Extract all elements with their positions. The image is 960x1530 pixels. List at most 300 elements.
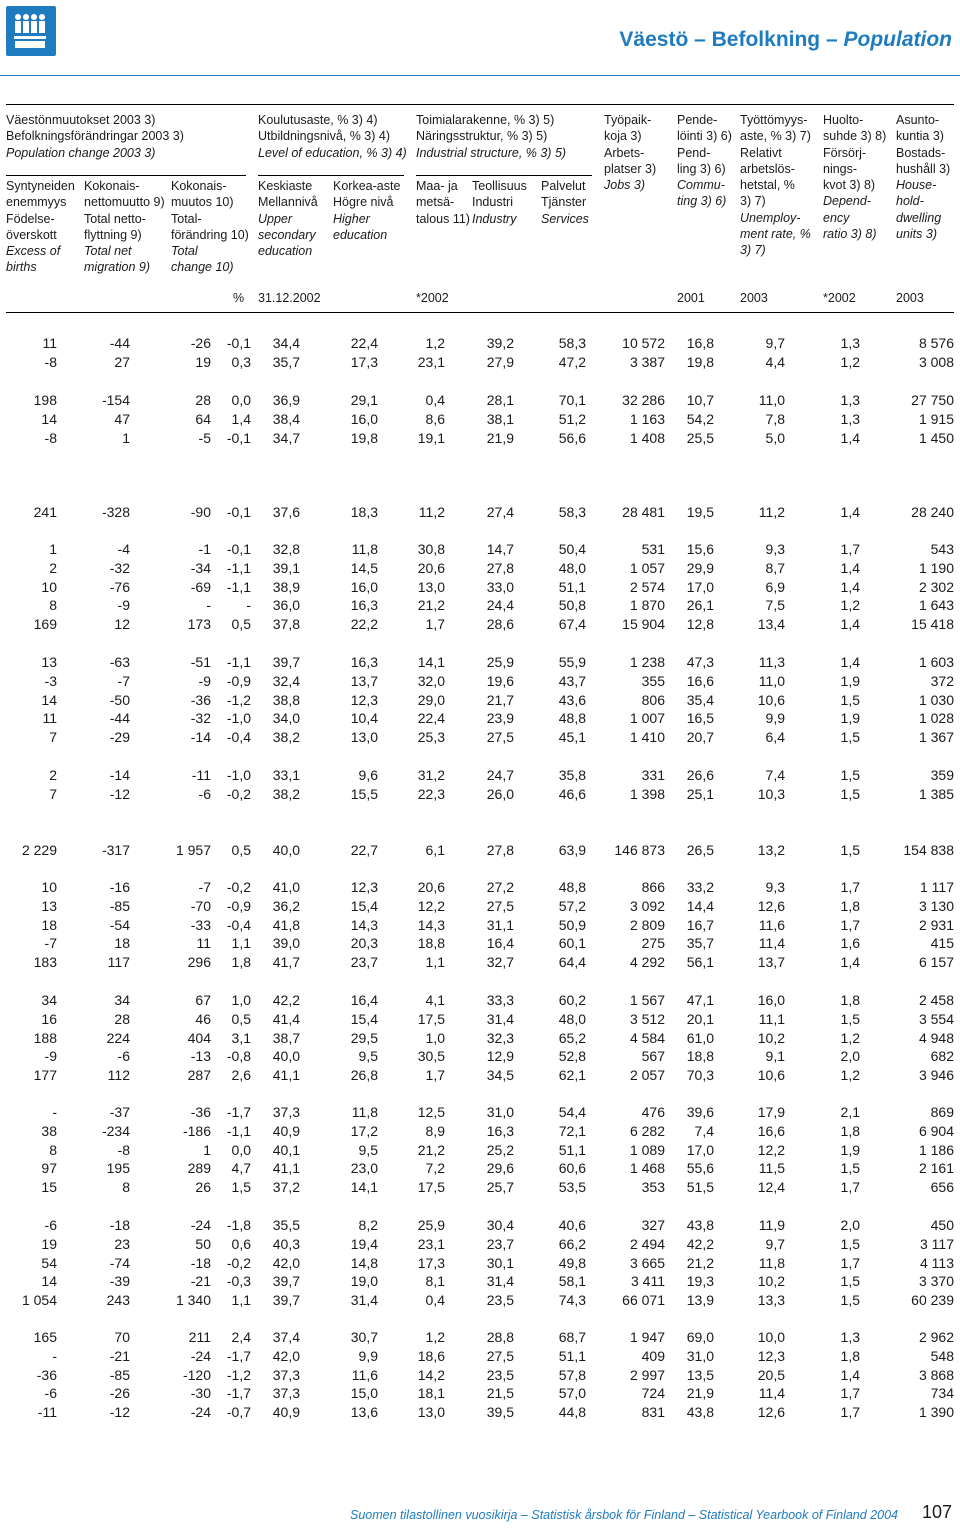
cell-unemployment-rate: 9,9 [765, 710, 785, 727]
cell-higher-education: 16,0 [350, 578, 378, 595]
cell-unemployment-rate: 16,6 [757, 1122, 785, 1139]
cell-secondary-education: 39,1 [272, 559, 300, 576]
hdr-line: Syntyneiden [6, 179, 75, 193]
cell-dependency-ratio: 1,4 [840, 578, 860, 595]
cell-services: 55,9 [558, 654, 586, 670]
cell-higher-education: 13,0 [350, 729, 378, 746]
cell-total-change: -1 [198, 541, 211, 557]
cell-commuting: 47,1 [686, 992, 714, 1008]
cell-unemployment-rate: 17,9 [757, 1104, 785, 1120]
cell-industry: 24,7 [486, 767, 514, 783]
cell-jobs: 32 286 [622, 392, 665, 408]
cell-dwelling-units: 28 240 [911, 504, 954, 520]
cell-higher-education: 15,4 [350, 897, 378, 914]
cell-jobs: 6 282 [629, 1122, 665, 1139]
cell-total-change-percent: -1,7 [226, 1347, 251, 1364]
cell-net-migration: 34 [114, 992, 130, 1008]
cell-net-migration: -63 [109, 654, 130, 670]
hdr-line: Excess of [6, 244, 61, 259]
cell-excess-of-births: 14 [41, 691, 57, 708]
cell-total-change: 211 [188, 1329, 211, 1345]
cell-agriculture: 12,5 [417, 1104, 445, 1120]
cell-industry: 27,2 [486, 879, 514, 895]
cell-higher-education: 20,3 [350, 935, 378, 952]
cell-services: 72,1 [558, 1122, 586, 1139]
table-row [0, 1160, 960, 1178]
cell-jobs: 2 494 [629, 1235, 665, 1252]
cell-jobs: 3 387 [629, 353, 665, 370]
cell-higher-education: 19,4 [350, 1235, 378, 1252]
cell-total-change: -26 [190, 335, 211, 351]
cell-agriculture: 22,3 [417, 785, 445, 802]
cell-net-migration: -12 [109, 785, 130, 802]
cell-commuting: 55,6 [686, 1160, 714, 1177]
footer-publication: Suomen tilastollinen vuosikirja – Statistisk årsbok för Finland – Statistical Yearbook of Finland 2004 [350, 1508, 898, 1522]
cell-dependency-ratio: 1,3 [840, 392, 860, 408]
cell-total-change: -51 [190, 654, 211, 670]
cell-total-change: 50 [195, 1235, 211, 1252]
cell-unemployment-rate: 4,4 [765, 353, 785, 370]
cell-dwelling-units: 15 418 [911, 616, 954, 633]
cell-total-change: -120 [182, 1366, 211, 1383]
cell-total-change-percent: 0,3 [231, 353, 251, 370]
title-fi: Väestö [619, 28, 689, 51]
hdr-line: nettomuutto 9) [84, 195, 165, 210]
cell-higher-education: 14,5 [350, 559, 378, 576]
cell-higher-education: 13,7 [350, 672, 378, 689]
cell-services: 48,8 [558, 710, 586, 727]
cell-secondary-education: 36,9 [272, 392, 300, 408]
cell-unemployment-rate: 13,4 [757, 616, 785, 633]
table-row [0, 1142, 960, 1160]
cell-dependency-ratio: 1,4 [840, 616, 860, 633]
cell-industry: 19,6 [486, 672, 514, 689]
cell-unemployment-rate: 6,9 [765, 578, 785, 595]
cell-net-migration: -26 [109, 1385, 130, 1402]
cell-services: 52,8 [558, 1048, 586, 1065]
cell-unemployment-rate: 11,5 [758, 1160, 785, 1177]
cell-total-change: -24 [190, 1347, 211, 1364]
cell-agriculture: 17,3 [417, 1254, 445, 1271]
cell-agriculture: 23,1 [417, 1235, 445, 1252]
cell-commuting: 39,6 [686, 1104, 714, 1120]
cell-dwelling-units: 734 [930, 1385, 954, 1402]
table-row [0, 504, 960, 522]
cell-services: 63,9 [558, 842, 586, 858]
cell-net-migration: -29 [109, 729, 130, 746]
cell-services: 60,1 [558, 935, 586, 952]
cell-agriculture: 18,1 [417, 1385, 445, 1402]
hdr-line: Maa- ja [416, 179, 458, 193]
table-row [0, 1385, 960, 1403]
cell-higher-education: 12,3 [350, 691, 378, 708]
cell-jobs: 3 512 [629, 1010, 665, 1027]
cell-dwelling-units: 3 117 [920, 1235, 954, 1252]
cell-excess-of-births: 11 [42, 335, 57, 351]
table-row [0, 616, 960, 634]
cell-jobs: 355 [641, 672, 665, 689]
cell-industry: 21,9 [486, 429, 514, 446]
cell-commuting: 26,5 [686, 842, 714, 858]
cell-dwelling-units: 2 931 [918, 916, 954, 933]
cell-jobs: 275 [641, 935, 665, 952]
cell-industry: 25,7 [486, 1179, 514, 1196]
cell-commuting: 21,9 [686, 1385, 714, 1402]
cell-commuting: 13,5 [686, 1366, 714, 1383]
cell-secondary-education: 34,7 [272, 429, 300, 446]
hdr-line: Depend- [823, 194, 871, 209]
cell-higher-education: 9,5 [358, 1141, 378, 1158]
cell-excess-of-births: 14 [41, 1273, 57, 1290]
hdr-line: suhde 3) 8) [823, 129, 887, 144]
cell-agriculture: 4,1 [425, 992, 445, 1008]
cell-total-change-percent: 0,5 [231, 616, 251, 633]
cell-total-change-percent: 1,1 [231, 935, 251, 952]
cell-dependency-ratio: 1,5 [840, 1273, 860, 1290]
cell-industry: 31,0 [486, 1104, 514, 1120]
cell-excess-of-births: 1 [49, 541, 57, 557]
cell-unemployment-rate: 11,8 [758, 1254, 785, 1271]
hdr-line: migration 9) [84, 260, 150, 275]
cell-agriculture: 1,7 [425, 616, 445, 633]
cell-secondary-education: 38,7 [272, 1029, 300, 1046]
cell-dwelling-units: 1 367 [918, 729, 954, 746]
cell-excess-of-births: - [52, 1347, 57, 1364]
cell-agriculture: 21,2 [417, 597, 445, 614]
cell-unemployment-rate: 11,6 [758, 916, 785, 933]
cell-total-change-percent: -1,7 [226, 1385, 251, 1402]
cell-industry: 27,9 [486, 353, 514, 370]
cell-unemployment-rate: 7,8 [765, 410, 785, 427]
cell-dependency-ratio: 1,8 [840, 992, 860, 1008]
hdr-line: Keskiaste [258, 179, 313, 193]
cell-net-migration: -9 [117, 597, 130, 614]
cell-commuting: 17,0 [686, 1141, 714, 1158]
hdr-line: Services [541, 211, 589, 226]
cell-jobs: 10 572 [622, 335, 665, 351]
cell-commuting: 70,3 [686, 1067, 714, 1084]
cell-excess-of-births: 13 [41, 654, 57, 670]
cell-net-migration: 112 [107, 1067, 130, 1084]
cell-total-change: -7 [198, 879, 211, 895]
table-row [0, 597, 960, 615]
cell-excess-of-births: 7 [49, 785, 57, 802]
cell-excess-of-births: -11 [37, 1404, 57, 1421]
cell-secondary-education: 37,8 [272, 616, 300, 633]
cell-industry: 14,7 [486, 541, 514, 557]
cell-jobs: 866 [641, 879, 665, 895]
cell-dependency-ratio: 1,3 [840, 410, 860, 427]
cell-industry: 25,9 [486, 654, 514, 670]
cell-total-change-percent: -0,4 [226, 916, 251, 933]
cell-unemployment-rate: 11,3 [758, 654, 785, 670]
cell-commuting: 29,9 [686, 559, 714, 576]
cell-commuting: 15,6 [686, 541, 714, 557]
cell-dependency-ratio: 1,7 [840, 541, 860, 557]
cell-industry: 27,8 [486, 559, 514, 576]
cell-excess-of-births: 177 [33, 1067, 57, 1084]
cell-net-migration: -16 [109, 879, 130, 895]
cell-secondary-education: 34,4 [272, 335, 300, 351]
cell-dependency-ratio: 1,7 [840, 1385, 860, 1402]
cell-agriculture: 20,6 [417, 559, 445, 576]
cell-jobs: 3 411 [631, 1273, 665, 1290]
cell-excess-of-births: -6 [44, 1217, 57, 1233]
cell-industry: 16,4 [486, 935, 514, 952]
table-row [0, 654, 960, 672]
table-row [0, 1011, 960, 1029]
cell-unemployment-rate: 11,2 [758, 504, 785, 520]
cell-jobs: 409 [641, 1347, 665, 1364]
cell-services: 54,4 [558, 1104, 586, 1120]
table-row [0, 1179, 960, 1197]
hdr-line: Industry [472, 211, 517, 226]
cell-industry: 23,5 [486, 1292, 514, 1309]
cell-net-migration: 1 [122, 429, 130, 446]
cell-services: 53,5 [558, 1179, 586, 1196]
cell-total-change-percent: -0,1 [226, 504, 251, 520]
cell-higher-education: 16,3 [350, 654, 378, 670]
cell-higher-education: 29,5 [350, 1029, 378, 1046]
cell-commuting: 7,4 [694, 1122, 714, 1139]
cell-dependency-ratio: 1,5 [840, 691, 860, 708]
cell-total-change-percent: -0,1 [226, 429, 251, 446]
cell-dwelling-units: 1 190 [918, 559, 954, 576]
cell-unemployment-rate: 9,7 [765, 1235, 785, 1252]
cell-excess-of-births: 188 [33, 1029, 57, 1046]
cell-excess-of-births: -7 [44, 935, 57, 952]
cell-agriculture: 20,6 [417, 879, 445, 895]
cell-secondary-education: 39,7 [272, 1292, 300, 1309]
cell-total-change: -69 [190, 578, 211, 595]
hdr-line: House- [896, 178, 937, 193]
cell-dependency-ratio: 1,7 [840, 1254, 860, 1271]
cell-net-migration: -12 [109, 1404, 130, 1421]
cell-commuting: 18,8 [686, 1048, 714, 1065]
cell-dependency-ratio: 2,1 [840, 1104, 860, 1120]
cell-commuting: 19,5 [686, 504, 714, 520]
cell-industry: 23,9 [486, 710, 514, 727]
hdr-line: hold- [896, 194, 924, 209]
cell-commuting: 25,1 [686, 785, 714, 802]
table-row [0, 898, 960, 916]
cell-industry: 39,5 [486, 1404, 514, 1421]
header-popchange-fi: Väestönmuutokset 2003 3) [6, 113, 156, 127]
unit-year-commuting: 2001 [677, 291, 705, 305]
cell-excess-of-births: 2 [49, 559, 57, 576]
cell-total-change-percent: 3,1 [231, 1029, 251, 1046]
cell-excess-of-births: 2 [49, 767, 57, 783]
cell-industry: 30,1 [486, 1254, 514, 1271]
hdr-line: Kokonais- [84, 179, 140, 193]
cell-dwelling-units: 450 [930, 1217, 954, 1233]
cell-services: 67,4 [558, 616, 586, 633]
cell-total-change: - [206, 597, 211, 614]
cell-commuting: 51,5 [686, 1179, 714, 1196]
cell-higher-education: 23,0 [350, 1160, 378, 1177]
cell-net-migration: -74 [109, 1254, 130, 1271]
cell-dwelling-units: 3 008 [918, 353, 954, 370]
cell-agriculture: 25,3 [417, 729, 445, 746]
hdr-line: Födelse- [6, 211, 55, 226]
hdr-line: muutos 10) [171, 195, 234, 210]
cell-higher-education: 16,3 [350, 597, 378, 614]
table-row [0, 1273, 960, 1291]
cell-jobs: 1 468 [629, 1160, 665, 1177]
table-row [0, 392, 960, 410]
cell-excess-of-births: 11 [42, 710, 57, 727]
page-number: 107 [921, 1502, 952, 1522]
cell-dependency-ratio: 1,2 [840, 1067, 860, 1084]
cell-industry: 39,2 [486, 335, 514, 351]
cell-total-change-percent: -1,1 [226, 578, 251, 595]
cell-total-change-percent: -1,0 [226, 767, 251, 783]
cell-commuting: 16,6 [686, 672, 714, 689]
hdr-line: 3) 7) [740, 194, 766, 209]
cell-dependency-ratio: 1,4 [840, 954, 860, 971]
cell-agriculture: 32,0 [417, 672, 445, 689]
cell-commuting: 20,7 [686, 729, 714, 746]
cell-unemployment-rate: 6,4 [765, 729, 785, 746]
cell-industry: 27,5 [486, 897, 514, 914]
cell-services: 51,1 [558, 578, 586, 595]
cell-higher-education: 15,0 [350, 1385, 378, 1402]
cell-agriculture: 30,5 [417, 1048, 445, 1065]
hdr-line: ting 3) 6) [677, 194, 727, 209]
cell-dwelling-units: 415 [930, 935, 954, 952]
cell-unemployment-rate: 10,6 [757, 691, 785, 708]
unit-percent: % [233, 291, 245, 305]
cell-dependency-ratio: 1,2 [840, 353, 860, 370]
cell-dwelling-units: 2 962 [918, 1329, 954, 1345]
cell-total-change-percent: - [246, 597, 251, 614]
cell-secondary-education: 35,5 [272, 1217, 300, 1233]
cell-dependency-ratio: 2,0 [840, 1048, 860, 1065]
hdr-line: births [6, 260, 37, 275]
cell-net-migration: 117 [107, 954, 130, 971]
cell-dependency-ratio: 1,5 [840, 1160, 860, 1177]
cell-total-change: 296 [187, 954, 211, 971]
cell-higher-education: 11,8 [351, 1104, 378, 1120]
cell-total-change: -13 [190, 1048, 211, 1065]
hdr-line: Korkea-aste [333, 179, 401, 193]
cell-net-migration: -14 [109, 767, 130, 783]
table-row [0, 992, 960, 1010]
cell-dwelling-units: 6 904 [918, 1122, 954, 1139]
cell-secondary-education: 40,9 [272, 1122, 300, 1139]
hdr-line: aste, % 3) 7) [740, 129, 811, 144]
cell-net-migration: 27 [114, 353, 130, 370]
cell-services: 48,8 [558, 879, 586, 895]
cell-unemployment-rate: 11,1 [758, 1010, 785, 1027]
cell-services: 45,1 [558, 729, 586, 746]
cell-commuting: 25,5 [686, 429, 714, 446]
table-row [0, 786, 960, 804]
cell-dwelling-units: 4 948 [918, 1029, 954, 1046]
cell-dependency-ratio: 1,8 [840, 897, 860, 914]
cell-secondary-education: 36,0 [272, 597, 300, 614]
cell-total-change-percent: -0,4 [226, 729, 251, 746]
cell-excess-of-births: 165 [33, 1329, 57, 1345]
cell-dwelling-units: 1 915 [918, 410, 954, 427]
hdr-line: Teollisuus [472, 179, 527, 193]
cell-commuting: 69,0 [686, 1329, 714, 1345]
header-education-fi: Koulutusaste, % 3) 4) [258, 113, 378, 127]
cell-jobs: 1 947 [629, 1329, 665, 1345]
cell-industry: 28,8 [486, 1329, 514, 1345]
cell-dependency-ratio: 1,5 [840, 1010, 860, 1027]
cell-total-change-percent: 4,7 [231, 1160, 251, 1177]
cell-unemployment-rate: 12,4 [757, 1179, 785, 1196]
cell-higher-education: 13,6 [350, 1404, 378, 1421]
cell-industry: 33,3 [486, 992, 514, 1008]
cell-commuting: 17,0 [686, 578, 714, 595]
table-row [0, 354, 960, 372]
cell-commuting: 10,7 [686, 392, 714, 408]
cell-unemployment-rate: 11,0 [758, 392, 785, 408]
cell-net-migration: -154 [101, 392, 130, 408]
table-row [0, 1104, 960, 1122]
cell-net-migration: -54 [109, 916, 130, 933]
cell-agriculture: 7,2 [425, 1160, 445, 1177]
cell-services: 43,7 [558, 672, 586, 689]
cell-excess-of-births: -8 [44, 353, 57, 370]
table-row [0, 673, 960, 691]
table-row [0, 1292, 960, 1310]
table-row [0, 954, 960, 972]
cell-net-migration: 243 [106, 1292, 130, 1309]
cell-unemployment-rate: 9,3 [765, 879, 785, 895]
cell-dwelling-units: 1 186 [918, 1141, 954, 1158]
cell-commuting: 26,6 [686, 767, 714, 783]
cell-total-change-percent: -0,2 [226, 785, 251, 802]
cell-secondary-education: 37,4 [272, 1329, 300, 1345]
cell-dwelling-units: 2 302 [918, 578, 954, 595]
cell-unemployment-rate: 20,5 [757, 1366, 785, 1383]
hdr-line: Upper [258, 211, 293, 226]
cell-secondary-education: 41,0 [272, 879, 300, 895]
cell-higher-education: 19,0 [350, 1273, 378, 1290]
cell-industry: 23,7 [486, 1235, 514, 1252]
cell-unemployment-rate: 12,2 [757, 1141, 785, 1158]
cell-excess-of-births: -8 [44, 429, 57, 446]
cell-dependency-ratio: 1,5 [840, 785, 860, 802]
cell-total-change: -11 [191, 767, 211, 783]
cell-excess-of-births: 38 [41, 1122, 57, 1139]
cell-unemployment-rate: 12,6 [757, 1404, 785, 1421]
cell-net-migration: -317 [101, 842, 130, 858]
cell-higher-education: 14,3 [350, 916, 378, 933]
cell-services: 57,0 [558, 1385, 586, 1402]
cell-jobs: 2 574 [629, 578, 665, 595]
table-row [0, 729, 960, 747]
cell-services: 40,6 [558, 1217, 586, 1233]
cell-unemployment-rate: 12,3 [757, 1347, 785, 1364]
cell-secondary-education: 36,2 [272, 897, 300, 914]
cell-total-change-percent: 0,0 [231, 1141, 251, 1158]
cell-dwelling-units: 3 370 [918, 1273, 954, 1290]
cell-dependency-ratio: 1,5 [840, 729, 860, 746]
cell-total-change: 1 340 [175, 1292, 211, 1309]
cell-total-change: -9 [198, 672, 211, 689]
cell-net-migration: -18 [109, 1217, 130, 1233]
unit-date-industry: *2002 [416, 291, 449, 305]
hdr-line: dwelling [896, 210, 942, 225]
cell-jobs: 1 238 [629, 654, 665, 670]
cell-services: 74,3 [558, 1292, 586, 1309]
table-row [0, 935, 960, 953]
cell-dependency-ratio: 1,9 [840, 672, 860, 689]
